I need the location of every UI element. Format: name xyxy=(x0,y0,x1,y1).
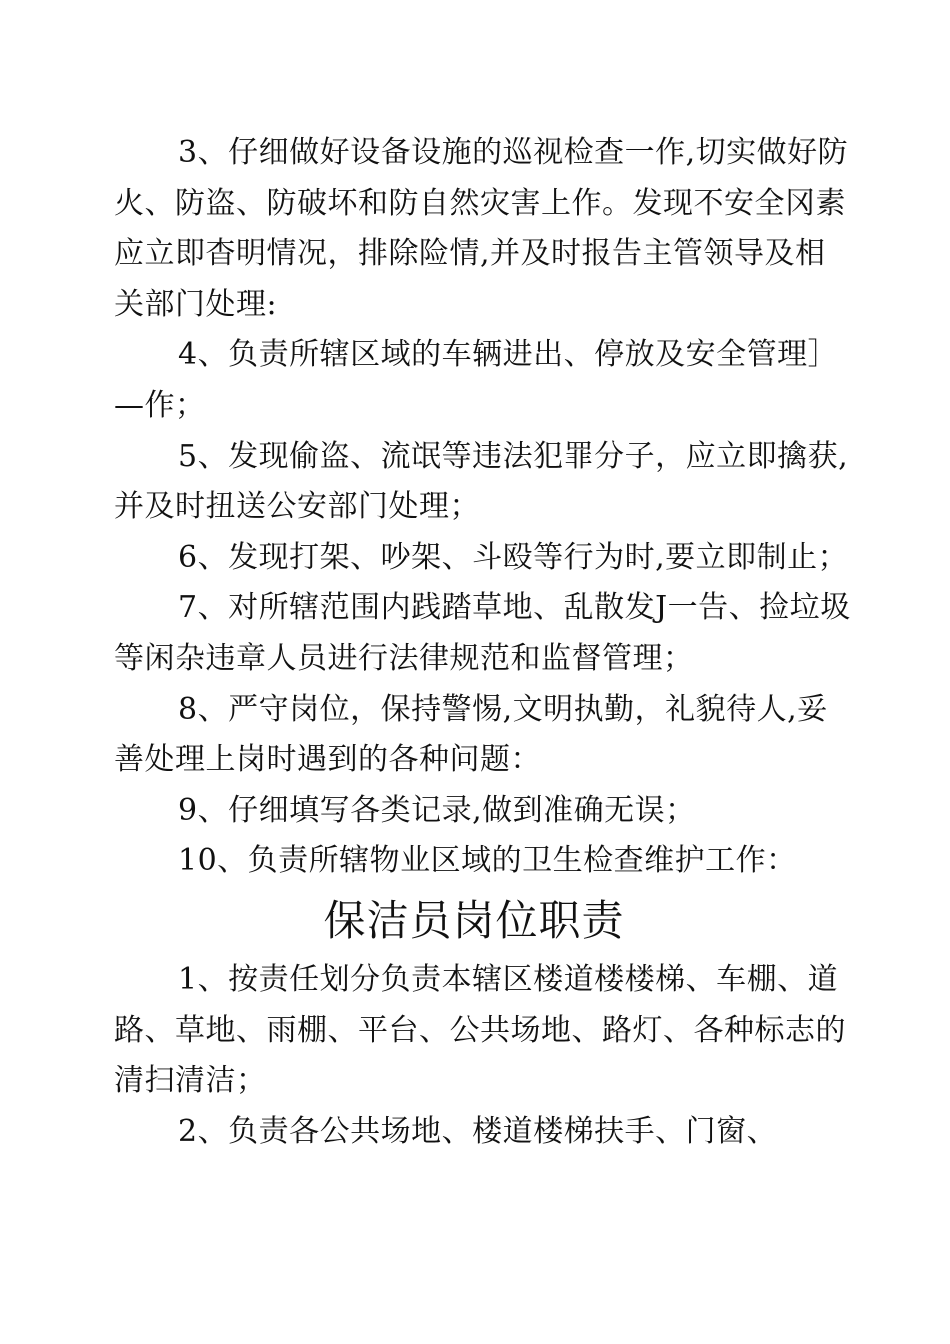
section-heading-cleaner: 保洁员岗位职责 xyxy=(323,895,625,945)
security-item-4: 4、负责所辖区域的车辆进出、停放及安全管理］—作； xyxy=(114,337,839,423)
security-item-9: 9、仔细填写各类记录,做到准确无误； xyxy=(178,792,696,828)
cleaner-item-2: 2、负责各公共场地、楼道楼梯扶手、门窗、 xyxy=(178,1113,778,1149)
document-body xyxy=(114,128,854,1157)
security-item-5: 5、发现偷盗、流氓等违法犯罪分子，应立即擒获,并及时扭送公安部门处理； xyxy=(114,438,849,525)
security-item-3: 3、仔细做好设备设施的巡视检查一作,切实做好防火、防盗、防破坏和防自然灾害上作。发现不安全冈素应立即杳明情况，排除险情,并及时报告主管领导及相关部门处理: xyxy=(114,135,849,322)
cleaner-item-1: 1、按责任划分负责本辖区楼道楼楼梯、车棚、道路、草地、雨棚、平台、公共场地、路灯、各种标志的清扫清洁； xyxy=(114,961,846,1099)
security-item-8: 8、严守岗位，保持警惕,文明执勤，礼貌待人,妥善处理上岗时遇到的各种问题： xyxy=(114,691,828,778)
security-item-6: 6、发现打架、吵架、斗殴等行为时,要立即制止； xyxy=(178,539,849,575)
security-item-7: 7、对所辖范围内践踏草地、乱散发J一告、捡垃圾等闲杂违章人员进行法律规范和监督管理； xyxy=(114,590,851,676)
security-item-10: 10、负责所辖物业区域的卫生检查维护工作： xyxy=(178,843,797,879)
